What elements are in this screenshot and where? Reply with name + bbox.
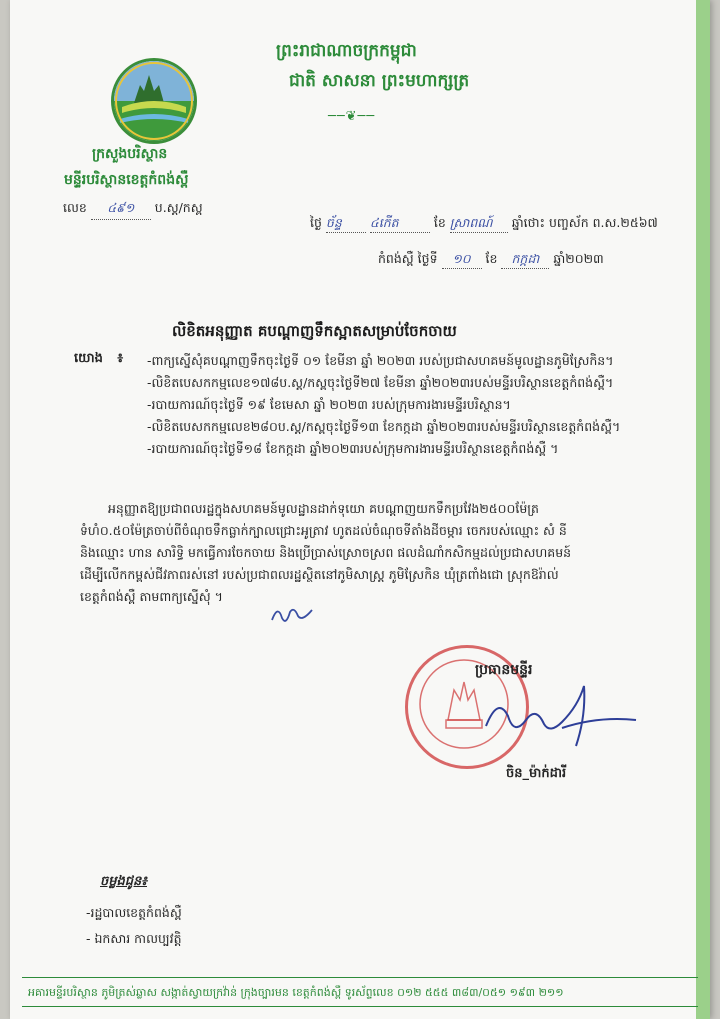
ornament-divider: ──❦── bbox=[328, 109, 376, 124]
paragraph-line: ដើម្បីលើកកម្ពស់ជីវភាពរស់នៅ របស់ប្រជាពលរដ្ឋស្ថិតនៅភូមិសាស្ត្រ ភូមិស្រែកិន ឃុំត្រពាំងជោ ស្រុកឱរ៉ាល់ bbox=[80, 567, 559, 582]
ref-prefix: លេខ bbox=[63, 200, 87, 215]
ref-number: ៤៩១ bbox=[91, 200, 151, 220]
reference-item: -ពាក្យស្នើសុំគបណ្ដាញទឹកចុះថ្ងៃទី ០១ ខែមីនា ឆ្នាំ ២០២៣ របស់ប្រជាសហគមន៍មូលដ្ឋានភូមិស្រែកិន។ bbox=[147, 353, 614, 368]
reference-item: -លិខិតបេសកកម្មលេខ១៧៨ប.ស្ត/កស្ពចុះថ្ងៃទី២៧ ខែមីនា ឆ្នាំ២០២៣របស់មន្ទីរបរិស្ថានខេត្តកំពង់ស្ពឺ។ bbox=[147, 375, 614, 390]
kingdom-title: ព្រះរាជាណាចក្រកម្ពុជា bbox=[276, 41, 417, 61]
reference-item: -របាយការណ៍ចុះថ្ងៃទី១៨ ខែកក្កដា ឆ្នាំ២០២៣របស់ក្រុមការងារមន្ទីរបរិស្ថានខេត្តកំពង់ស្ពឺ ។ bbox=[147, 441, 559, 456]
paragraph-line: អនុញ្ញាតឱ្យប្រជាពលរដ្ឋក្នុងសហគមន៍មូលដ្ឋានដាក់ទុយោ គបណ្ដាញយកទឹកប្រវែង២៥០០ម៉ែត្រ bbox=[108, 501, 539, 516]
paragraph-line: ខេត្តកំពង់ស្ពឺ តាមពាក្យស្នើសុំ ។ bbox=[80, 589, 223, 604]
reference-item: -របាយការណ៍ចុះថ្ងៃទី ១៩ ខែមេសា ឆ្នាំ ២០២៣ របស់ក្រុមការងារមន្ទីរបរិស្ថាន។ bbox=[147, 397, 511, 412]
place-date-prefix: កំពង់ស្ពឺ ថ្ងៃទី bbox=[378, 251, 438, 266]
body-paragraph bbox=[80, 498, 700, 608]
references-colon: ៖ bbox=[117, 351, 124, 366]
ref-suffix: ប.ស្ត/កស្ព bbox=[154, 200, 203, 215]
department-name: មន្ទីរបរិស្ថានខេត្តកំពង់ស្ពឺ bbox=[64, 172, 189, 188]
references-label-text: យោង bbox=[74, 351, 103, 366]
cc-item: - ឯកសារ កាលប្បវត្តិ bbox=[86, 931, 182, 946]
cc-list bbox=[86, 900, 182, 952]
date-year: ឆ្នាំ២០២៣ bbox=[553, 251, 604, 266]
ministry-name: ក្រសួងបរិស្ថាន bbox=[92, 146, 168, 162]
document-page bbox=[10, 0, 710, 1019]
signer-role: ប្រធានមន្ទីរ bbox=[475, 662, 533, 678]
references-list bbox=[147, 350, 707, 460]
initial-mark bbox=[268, 602, 318, 628]
references-label bbox=[74, 350, 123, 369]
date-month-prefix: ខែ bbox=[485, 251, 498, 266]
signer-name: ចិន_ម៉ាក់ដារី bbox=[506, 766, 567, 781]
reference-item: -លិខិតបេសកកម្មលេខ២៨០ប.ស្ត/កស្ពចុះថ្ងៃទី១៣ ខែកក្កដា ឆ្នាំ២០២៣របស់មន្ទីរបរិស្ថានខេត្តកំពង់ស្ពឺ។ bbox=[147, 419, 621, 434]
document-title: លិខិតអនុញ្ញាត គបណ្ដាញទឹកស្អាតសម្រាប់ចែកចាយ bbox=[172, 322, 457, 340]
place-date bbox=[378, 250, 604, 269]
national-motto: ជាតិ សាសនា ព្រះមហាក្សត្រ bbox=[289, 71, 470, 91]
footer-address: អគារមន្ទីរបរិស្ថាន ភូមិត្រស់ឆ្លាស សង្កាត់ស្វាយក្រវ៉ាន់ ក្រុងច្បារមន ខេត្តកំពង់ស្ពឺ ទូរស័ព្ទលេខ ០១២ ៥៥៥ ៣៨៣/០៥១ ១៩៣ ២១១ bbox=[22, 977, 698, 1007]
paragraph-line: ទំហំ០.៥០ម៉ែត្រចាប់ពីចំណុចទឹកធ្លាក់ក្បាលជ្រោះអូត្រាវ ហូតដល់ចំណុចទីតាំងដីចម្ការ ចេករបស់ឈ្មោះ សំ នី bbox=[80, 523, 567, 538]
paragraph-line: និងឈ្មោះ ហាន សារិទ្ធិ មកធ្វើការចែកចាយ និងប្រើប្រាស់ស្រោចស្រព ផលដំណាំកសិកម្មដល់ប្រជាសហគមន៍ bbox=[80, 545, 572, 560]
date-day: ១០ bbox=[442, 250, 482, 269]
lunar-waxing: ៤កើត bbox=[370, 214, 430, 233]
reference-number bbox=[63, 200, 203, 220]
lunar-month-prefix: ខែ bbox=[433, 215, 446, 230]
lunar-year: ឆ្នាំថោះ បញ្ចស័ក ព.ស.២៥៦៧ bbox=[511, 215, 658, 230]
lunar-day: ច័ន្ទ bbox=[326, 214, 366, 233]
lunar-date bbox=[310, 214, 658, 233]
handwritten-signature bbox=[478, 676, 648, 756]
cc-item: -រដ្ឋបាលខេត្តកំពង់ស្ពឺ bbox=[86, 905, 182, 920]
lunar-month: ស្រាពណ៍ bbox=[450, 214, 508, 233]
cc-heading: ចម្លងជូន៖ bbox=[100, 874, 147, 889]
ministry-logo bbox=[111, 58, 197, 144]
date-month: កក្កដា bbox=[501, 250, 549, 269]
lunar-prefix: ថ្ងៃ bbox=[310, 215, 322, 230]
